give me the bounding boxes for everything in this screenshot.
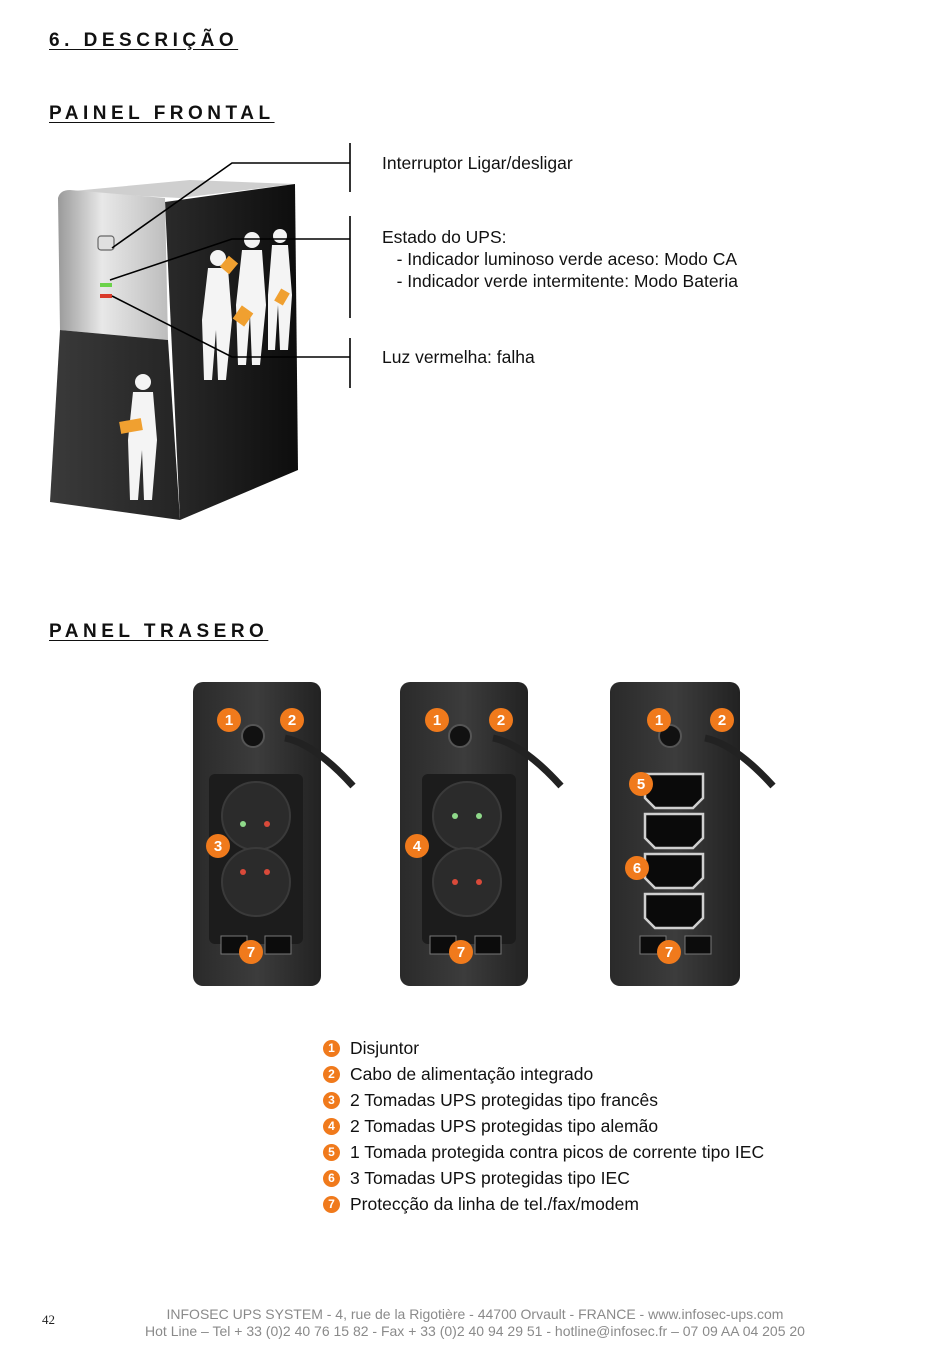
image-badge: 1 <box>654 712 664 729</box>
callout-fault <box>382 346 535 368</box>
legend-item <box>323 1035 764 1061</box>
legend-badge: 2 <box>323 1066 340 1083</box>
status-title: Estado do UPS: <box>382 227 507 247</box>
footer-contact: Hot Line – Tel + 33 (0)2 40 76 15 82 - Fax + 33 (0)2 40 94 29 51 - hotline@infosec.fr – 07 09 AA 04 205 20 <box>145 1323 805 1339</box>
page-number: 42 <box>42 1312 55 1327</box>
callout-ups-status <box>382 226 738 292</box>
fault-text: Luz vermelha: falha <box>382 347 535 367</box>
legend-text: 1 Tomada protegida contra picos de corrente tipo IEC <box>350 1141 765 1162</box>
legend-text: Disjuntor <box>350 1037 420 1058</box>
rear-panel-legend <box>323 1035 764 1217</box>
legend-item <box>323 1061 764 1087</box>
footer-address: INFOSEC UPS SYSTEM - 4, rue de la Rigotière - 44700 Orvault - FRANCE - www.infosec-ups.com <box>166 1306 784 1322</box>
legend-badge: 6 <box>323 1170 340 1187</box>
legend-text: 3 Tomadas UPS protegidas tipo IEC <box>350 1167 630 1188</box>
image-badge: 1 <box>224 712 234 729</box>
image-badge: 7 <box>664 944 674 961</box>
legend-badge: 5 <box>323 1144 340 1161</box>
image-badge: 4 <box>412 838 422 855</box>
legend-badge: 1 <box>323 1040 340 1057</box>
callout-switch-text: Interruptor Ligar/desligar <box>382 153 573 173</box>
image-badge: 1 <box>432 712 442 729</box>
rear-unit-iec <box>610 682 773 986</box>
legend-badge: 4 <box>323 1118 340 1135</box>
legend-text: 2 Tomadas UPS protegidas tipo francês <box>350 1089 659 1110</box>
section-title: 6. DESCRIÇÃO <box>49 30 239 51</box>
status-line-battery: - Indicador verde intermitente: Modo Bateria <box>382 271 739 291</box>
image-badge: 2 <box>717 712 727 729</box>
legend-item <box>323 1165 764 1191</box>
status-line-ac: - Indicador luminoso verde aceso: Modo CA <box>382 249 738 269</box>
legend-item <box>323 1087 764 1113</box>
image-badge: 5 <box>636 776 646 793</box>
legend-badge: 7 <box>323 1196 340 1213</box>
rear-panel-heading: PANEL TRASERO <box>49 621 269 642</box>
rear-unit-german <box>400 682 561 986</box>
legend-text: 2 Tomadas UPS protegidas tipo alemão <box>350 1115 659 1136</box>
image-badge: 3 <box>213 838 223 855</box>
legend-badge: 3 <box>323 1092 340 1109</box>
legend-text: Cabo de alimentação integrado <box>350 1063 594 1084</box>
rear-panel-images <box>185 676 785 996</box>
front-panel-heading: PAINEL FRONTAL <box>49 103 275 124</box>
image-badge: 2 <box>496 712 506 729</box>
image-badge: 6 <box>632 860 642 877</box>
rear-unit-french <box>193 682 353 986</box>
legend-item <box>323 1139 764 1165</box>
image-badge: 7 <box>456 944 466 961</box>
image-badge: 2 <box>287 712 297 729</box>
callout-power-switch <box>382 152 573 174</box>
image-badge: 7 <box>246 944 256 961</box>
legend-item <box>323 1113 764 1139</box>
legend-text: Protecção da linha de tel./fax/modem <box>350 1193 639 1214</box>
legend-item <box>323 1191 764 1217</box>
